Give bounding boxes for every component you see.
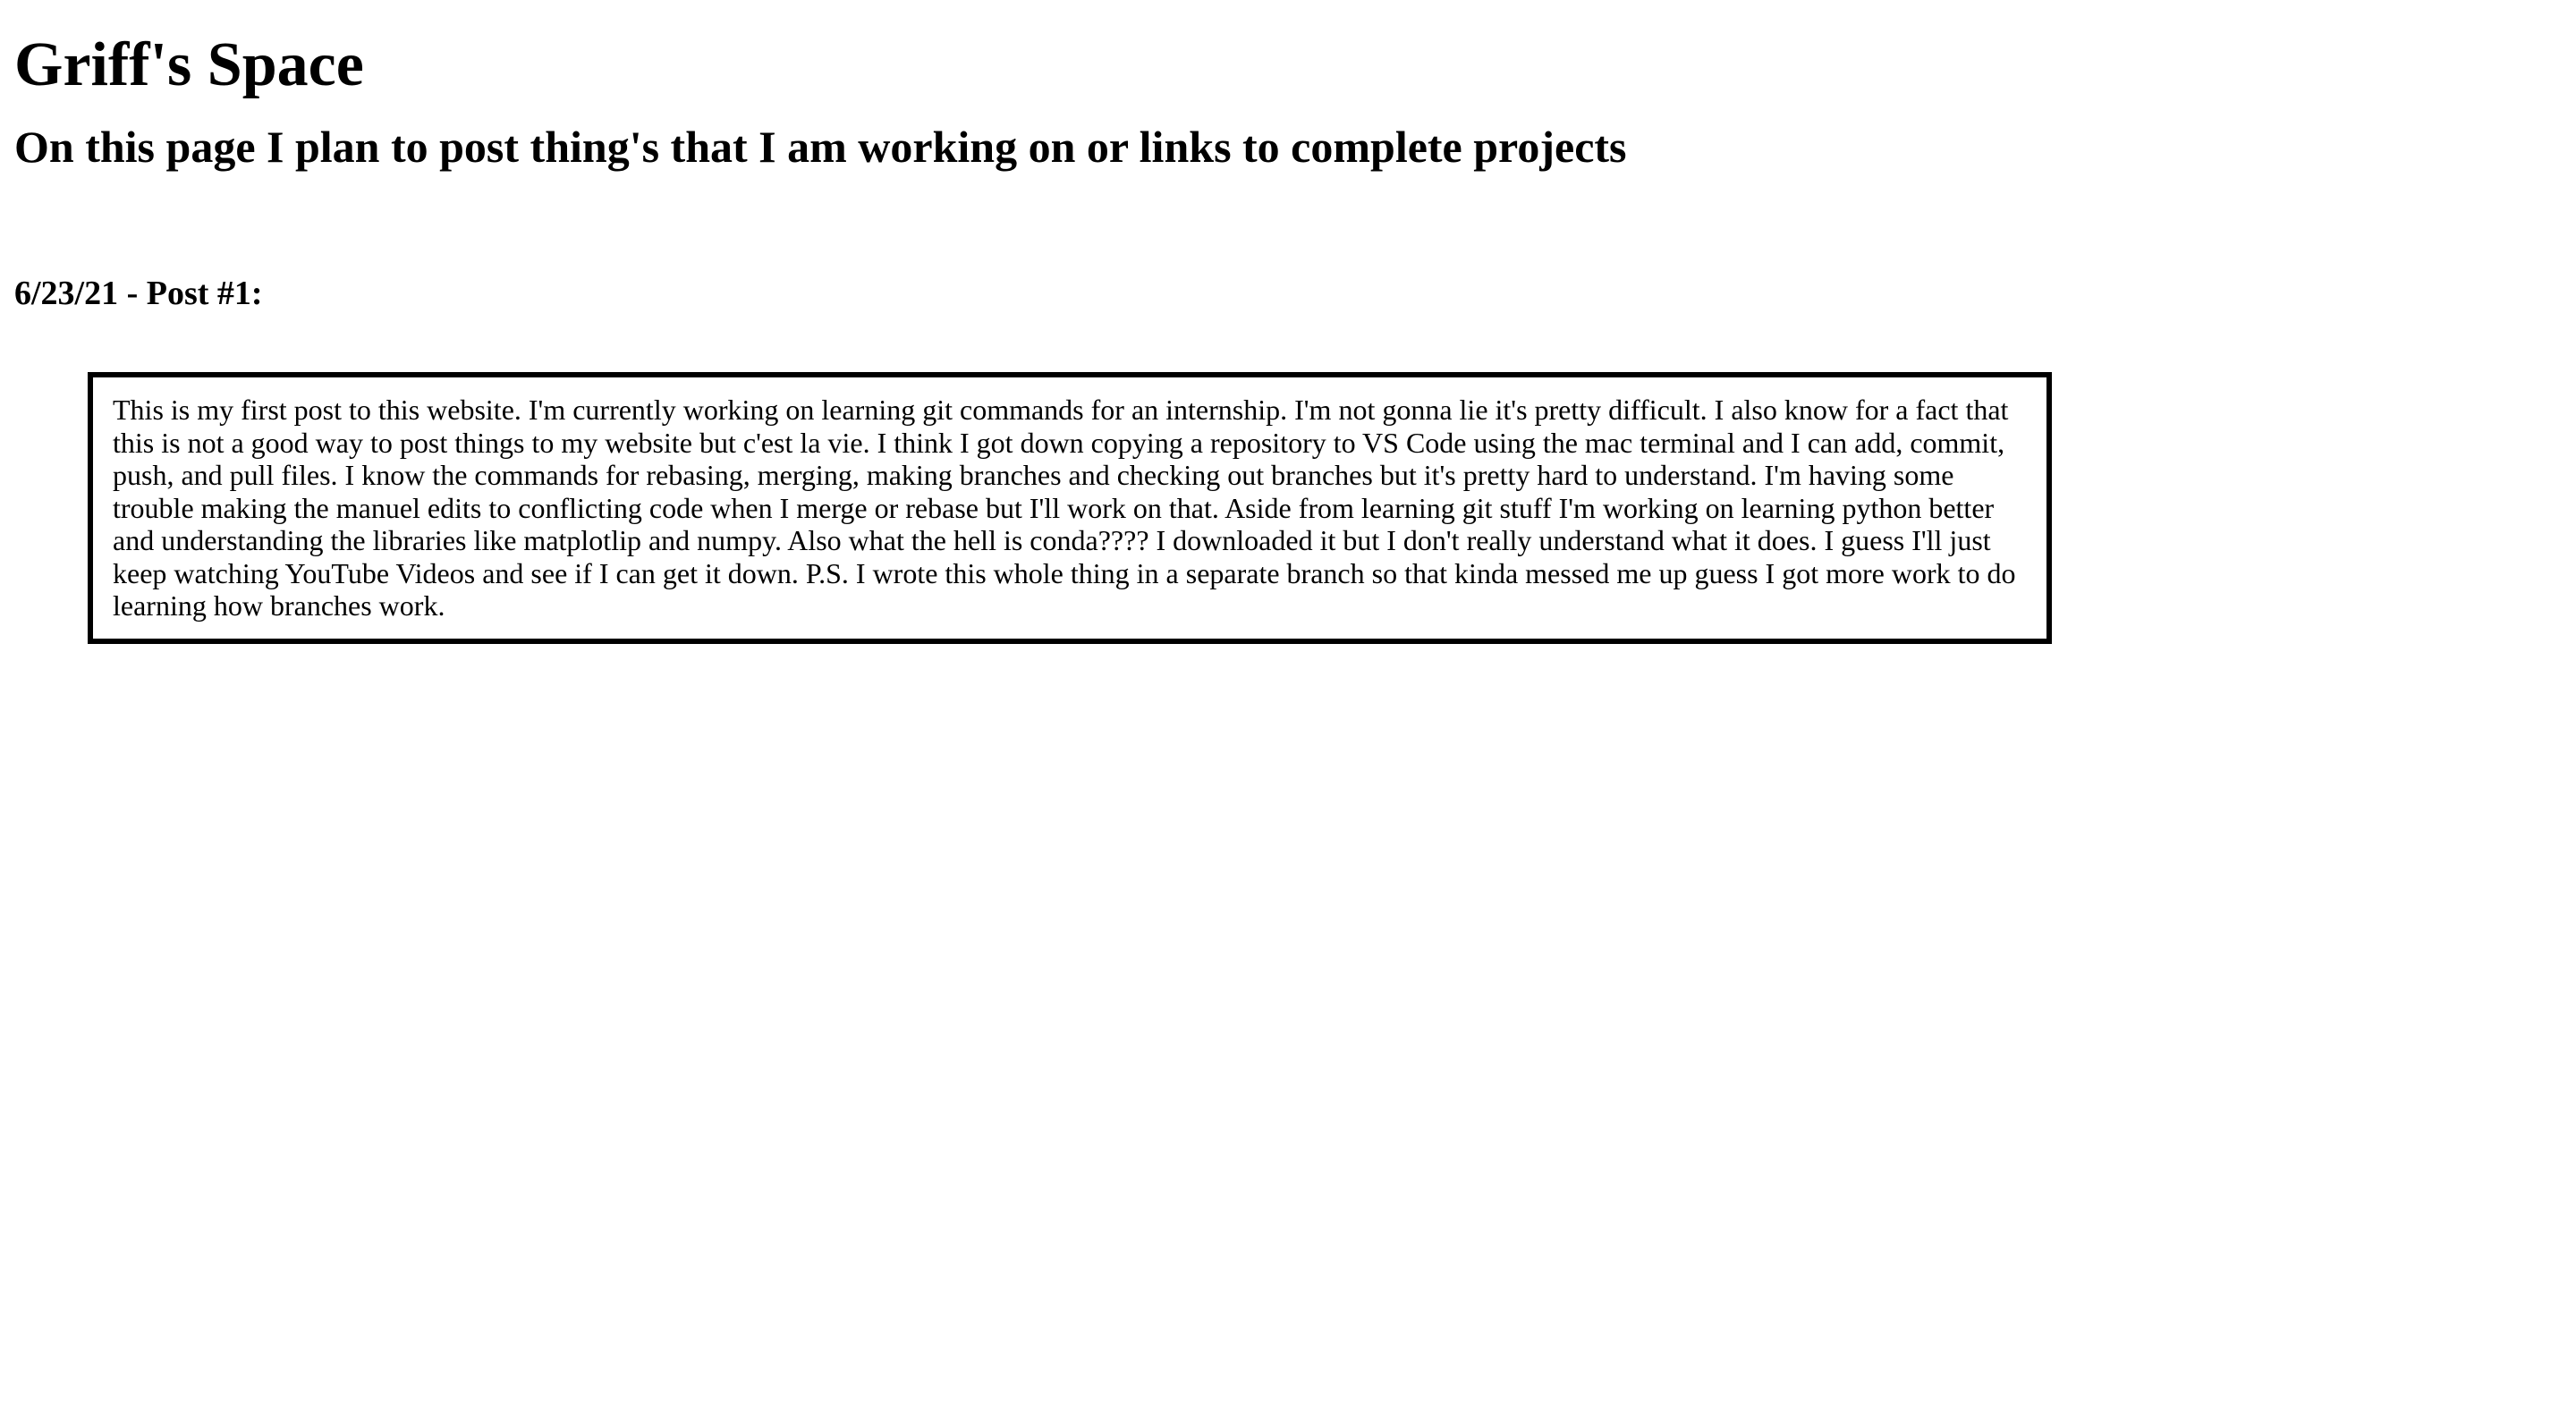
site-subtitle: On this page I plan to post thing's that I am working on or links to complete projects	[14, 122, 1627, 172]
site-title: Griff's Space	[14, 30, 364, 99]
post-body: This is my first post to this website. I'm currently working on learning git commands for an internship. I'm not gonna lie it's pretty difficult. I also know for a fact that this is not a good way to post things to my website but c'est la vie. I think I got down copying a repository to VS Code using the mac terminal and I can add, commit, push, and pull files. I know the commands for rebasing, merging, making branches and checking out branches but it's pretty hard to understand. I'm having some trouble making the manuel edits to conflicting code when I merge or rebase but I'll work on that. Aside from learning git stuff I'm working on learning python better and understanding the libraries like matplotlip and numpy. Also what the hell is conda???? I downloaded it but I don't really understand what it does. I guess I'll just keep watching YouTube Videos and see if I can get it down. P.S. I wrote this whole thing in a separate branch so that kinda messed me up guess I got more work to do learning how branches work.	[113, 394, 2016, 622]
post-box	[88, 372, 2052, 644]
post-heading: 6/23/21 - Post #1:	[14, 275, 263, 312]
